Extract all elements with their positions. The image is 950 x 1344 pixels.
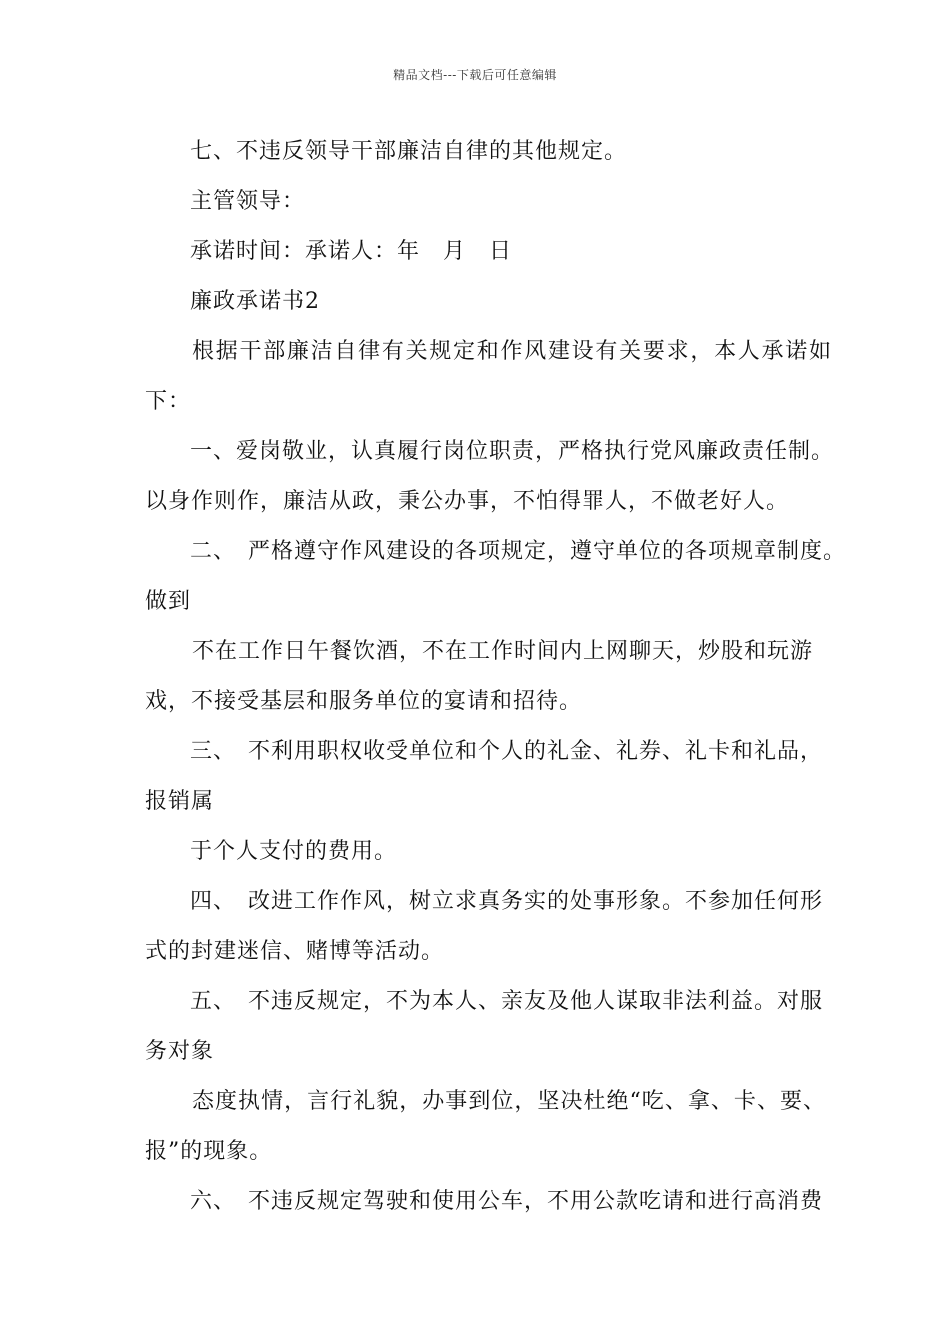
line-01: 七、不违反领导干部廉洁自律的其他规定。 [190,139,628,164]
line-09: 二、 严格遵守作风建设的各项规定，遵守单位的各项规章制度。 [190,539,847,564]
line-16: 四、 改进工作作风，树立求真务实的处事形象。不参加任何形 [190,889,824,914]
page-header: 精品文档---下载后可任意编辑 [393,68,557,82]
line-06: 下： [145,389,192,414]
line-17: 式的封建迷信、赌博等活动。 [145,939,445,964]
line-15: 于个人支付的费用。 [190,839,398,864]
line-13: 三、 不利用职权收受单位和个人的礼金、礼券、礼卡和礼品， [190,739,824,764]
line-10: 做到 [145,589,192,614]
line-12: 戏，不接受基层和服务单位的宴请和招待。 [145,689,583,714]
line-14: 报销属 [145,789,215,814]
line-18: 五、 不违反规定，不为本人、亲友及他人谋取非法利益。对服 [190,989,824,1014]
line-03: 承诺时间：承诺人：年 月 日 [190,239,513,264]
line-11: 不在工作日午餐饮酒，不在工作时间内上网聊天，炒股和玩游 [192,639,814,664]
line-22: 六、 不违反规定驾驶和使用公车，不用公款吃请和进行高消费 [190,1189,824,1214]
line-07: 一、爱岗敬业，认真履行岗位职责，严格执行党风廉政责任制。 [190,439,835,464]
line-08: 以身作则作，廉洁从政，秉公办事，不怕得罪人，不做老好人。 [145,489,790,514]
line-04: 廉政承诺书2 [190,289,320,314]
line-20: 态度执情，言行礼貌，办事到位，坚决杜绝“吃、拿、卡、要、 [192,1089,826,1114]
line-19: 务对象 [145,1039,215,1064]
line-21: 报”的现象。 [145,1139,273,1164]
line-05: 根据干部廉洁自律有关规定和作风建设有关要求，本人承诺如 [192,339,832,364]
line-02: 主管领导： [190,189,306,214]
